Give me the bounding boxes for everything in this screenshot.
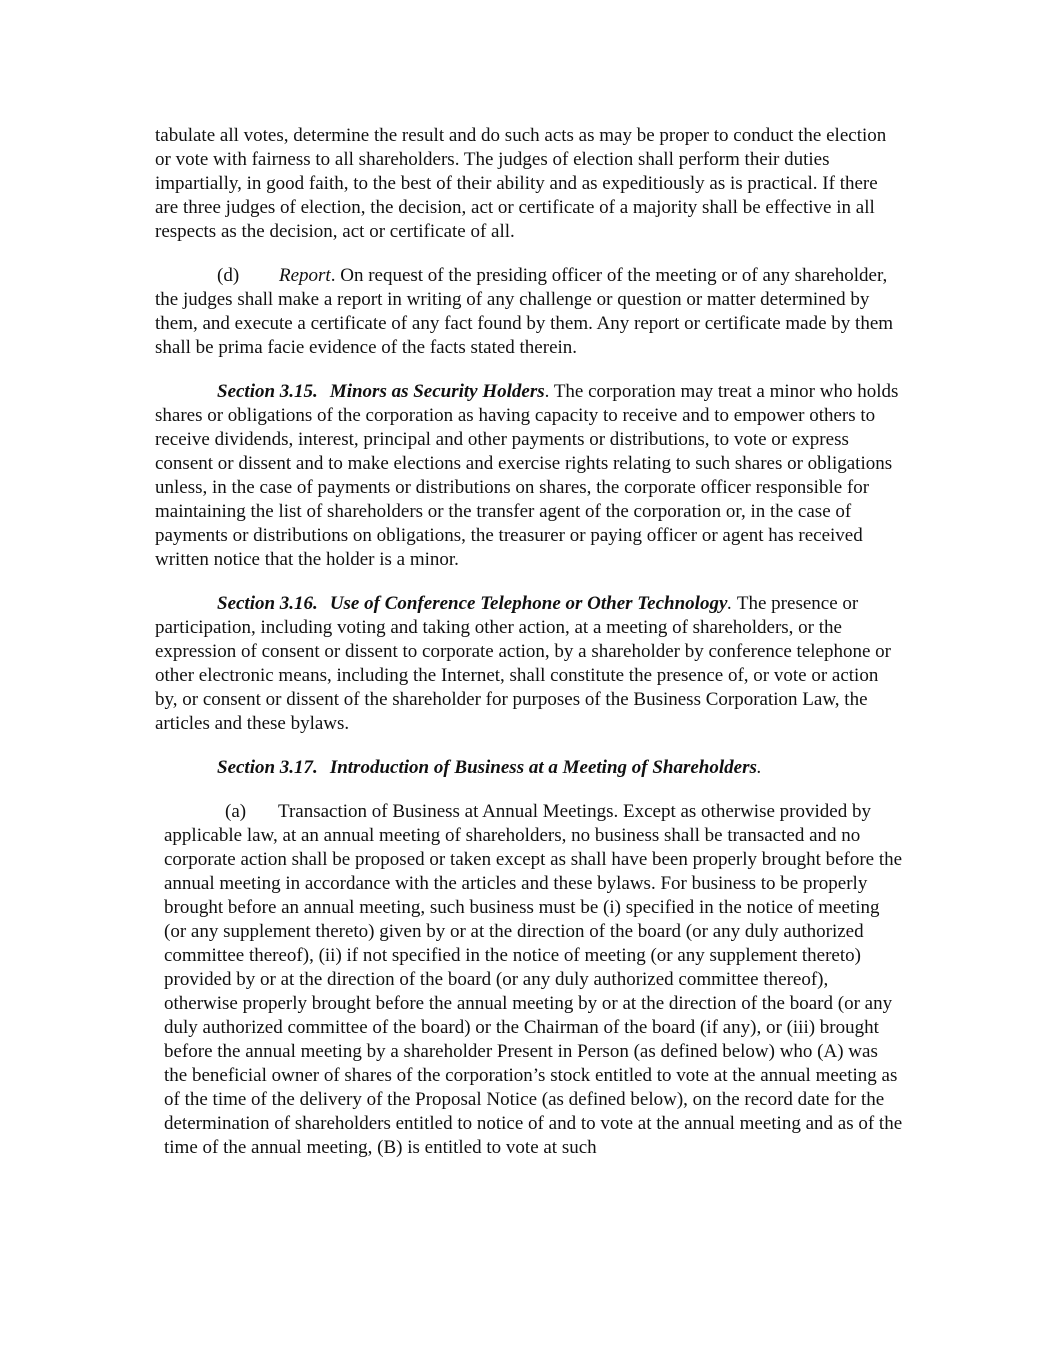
- section-text: The corporation may treat a minor who holds shares or obligations of the corporation as having capacity to receive and to empower others to receive dividends, interest, principal and other payments or distributions, to vote or express consent or dissent and to make elections and exercise rights relating to such shares or obligations unless, in the case of payments or distributions on shares, the corporate officer responsible for maintaining the list of shareholders or the transfer agent of the corporation or, in the case of payments or distributions on obligations, the treasurer or paying officer or agent has received written notice that the holder is a minor.: [155, 381, 899, 570]
- section-number: Section 3.16.: [217, 593, 318, 614]
- section-title: Use of Conference Telephone or Other Technology: [329, 593, 728, 614]
- section-number: Section 3.15.: [217, 381, 318, 402]
- paragraph-title: Report: [279, 265, 331, 286]
- section-3-16: Section 3.16. Use of Conference Telephone or Other Technology. The presence or participation, including voting and taking other action, at a meeting of shareholders, or the expression of consent or dissent to corporate action, by a shareholder by conference telephone or other electronic means, including the Internet, shall constitute the presence of, or vote or action by, or consent or dissent of the shareholder for purposes of the Business Corporation Law, the articles and these bylaws.: [155, 593, 891, 734]
- paragraph-label: (d): [217, 265, 240, 286]
- section-title: Minors as Security Holders: [329, 381, 545, 402]
- paragraph-text: Transaction of Business at Annual Meetings. Except as otherwise provided by applicable law, at an annual meeting of shareholders, no business shall be transacted and no corporate action shall be proposed or taken except as shall have been properly brought before the annual meeting in accordance with the articles and these bylaws. For business to be properly brought before an annual meeting, such business must be (i) specified in the notice of meeting (or any supplement thereto) given by or at the direction of the board (or any duly authorized committee thereof), (ii) if not specified in the notice of meeting (or any supplement thereto) provided by or at the direction of the board (or any duly authorized committee thereof), otherwise properly brought before the annual meeting by or at the direction of the board (or any duly authorized committee of the board) or the Chairman of the board (if any), or (iii) brought before the annual meeting by a shareholder Present in Person (as defined below) who (A) was the beneficial owner of shares of the corporation’s stock entitled to vote at the annual meeting as of the time of the delivery of the Proposal Notice (as defined below), on the record date for the determination of shareholders entitled to notice of and to vote at the annual meeting and as of the time of the annual meeting, (B) is entitled to vote at such: [164, 801, 903, 1158]
- paragraph-continuation: tabulate all votes, determine the result and do such acts as may be proper to conduct the election or vote with fairness to all shareholders. The judges of election shall perform their duties impartially, in good faith, to the best of their ability and as expeditiously as is practical. If there are three judges of election, the decision, act or certificate of a majority shall be effective in all respects as the decision, act or certificate of all.: [155, 125, 887, 242]
- paragraph-label: (a): [225, 801, 247, 822]
- paragraph-a-annual-meetings: [155, 800, 905, 1160]
- paragraph-text: On request of the presiding officer of the meeting or of any shareholder, the judges shall make a report in writing of any challenge or question or matter determined by them, and execute a certificate of any fact found by them. Any report or certificate made by them shall be prima facie evidence of the facts stated therein.: [155, 265, 894, 358]
- document-page: [155, 124, 905, 1180]
- paragraph-d-report: (d) Report. On request of the presiding officer of the meeting or of any shareholder, the judges shall make a report in writing of any challenge or question or matter determined by them, and execute a certificate of any fact found by them. Any report or certificate made by them shall be prima facie evidence of the facts stated therein.: [155, 265, 894, 358]
- section-title: Introduction of Business at a Meeting of Shareholders: [329, 757, 757, 778]
- section-3-17-heading: Section 3.17. Introduction of Business at a Meeting of Shareholders.: [217, 757, 762, 778]
- section-3-15: Section 3.15. Minors as Security Holders. The corporation may treat a minor who holds shares or obligations of the corporation as having capacity to receive and to empower others to receive dividends, interest, principal and other payments or distributions, to vote or express consent or dissent and to make elections and exercise rights relating to such shares or obligations unless, in the case of payments or distributions on shares, the corporate officer responsible for maintaining the list of shareholders or the transfer agent of the corporation or, in the case of payments or distributions on obligations, the treasurer or paying officer or agent has received written notice that the holder is a minor.: [155, 381, 899, 570]
- section-text: The presence or participation, including voting and taking other action, at a meeting of shareholders, or the expression of consent or dissent to corporate action, by a shareholder by conference telephone or other electronic means, including the Internet, shall constitute the presence of, or vote or action by, or consent or dissent of the shareholder for purposes of the Business Corporation Law, the articles and these bylaws.: [155, 593, 891, 734]
- section-number: Section 3.17.: [217, 757, 318, 778]
